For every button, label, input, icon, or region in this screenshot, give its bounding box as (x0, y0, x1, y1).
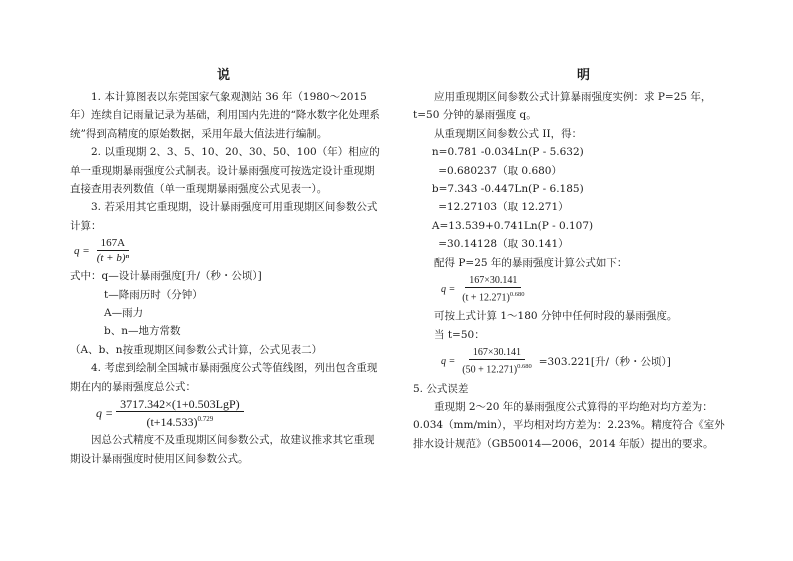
formula-usage: 可按上式计算 1～180 分钟中任何时段的暴雨强度。 (434, 310, 678, 323)
section-5-heading: 5. 公式误差 (413, 382, 469, 395)
formula-4-denominator: (50 + 12.271) (462, 364, 518, 376)
formula-intro: 配得 P=25 年的暴雨强度计算公式如下： (434, 256, 628, 269)
para-5: 因总公式精度不及重现期区间参数公式，故建议推求其它重现期设计暴雨强度时使用区间参数公式。 (70, 434, 375, 465)
formula-3-fraction (458, 274, 528, 305)
formula-2-lhs: q = (96, 406, 114, 421)
formula-4-fraction (458, 346, 535, 377)
calc-n-value: =0.680237（取 0.680） (438, 164, 562, 177)
formula-3-numerator: 167×30.141 (465, 274, 521, 288)
formula-2-exponent: 0.729 (197, 415, 214, 424)
formula-3-lhs: q = (441, 283, 456, 295)
calc-b: b=7.343 -0.447Ln(P - 6.185) (431, 183, 584, 196)
formula-2-denominator-wrap (142, 412, 217, 429)
formula-1 (74, 237, 382, 265)
formula-4-denominator-wrap (458, 360, 535, 377)
calc-a: A=13.539+0.741Ln(P - 0.107) (431, 219, 594, 232)
formula-1-lhs: q = (74, 245, 90, 258)
example-step: 从重现期区间参数公式 II，得： (434, 127, 583, 140)
left-column (70, 88, 382, 468)
title-left: 说 (217, 68, 232, 83)
when-t: 当 t=50： (434, 328, 485, 341)
formula-1-fraction (93, 237, 133, 265)
legend-a: A—雨力 (104, 307, 144, 320)
formula-4 (441, 346, 725, 377)
calc-b-value: =12.27103（取 12.271） (438, 201, 569, 214)
para-2: 2. 以重现期 2、3、5、10、20、30、50、100（年）相应的单一重现期暴雨强度公式制表。设计暴雨强度可按选定设计重现期直接查用表列数值（单一重现期暴雨强度公式见表一）。 (70, 146, 380, 196)
formula-2-fraction (116, 398, 244, 429)
title-right: 明 (577, 68, 592, 83)
formula-4-exponent: 0.680 (517, 363, 532, 371)
para-3: 3. 若采用其它重现期，设计暴雨强度可用重现期区间参数公式计算： (70, 201, 378, 232)
formula-2-denominator: (t+14.533) (146, 415, 198, 430)
para-4: 4. 考虑到绘制全国城市暴雨强度公式等值线图，列出包含重现期在内的暴雨强度总公式： (70, 362, 378, 393)
formula-2-numerator: 3717.342×(1+0.503LgP) (116, 398, 244, 412)
formula-1-denominator: (t + b)ⁿ (96, 252, 129, 265)
calc-a-value: =30.14128（取 30.141） (438, 238, 569, 251)
legend-bn: b、n—地方常数 (104, 325, 181, 338)
formula-3-exponent: 0.680 (509, 291, 525, 299)
section-5-body: 重现期 2～20 年的暴雨强度公式算得的平均绝对均方差为：0.034（mm/min），平均相对均方差为：2.23%。精度符合《室外排水设计规范》（GB50014—2006，2014 年版）提出的要求。 (413, 400, 725, 450)
legend-q: 式中：q—设计暴雨强度[升/（秒・公顷）] (70, 270, 262, 283)
formula-4-lhs: q = (441, 355, 456, 367)
formula-4-numerator: 167×30.141 (469, 346, 525, 360)
formula-3 (441, 274, 725, 305)
para-1: 1. 本计算图表以东莞国家气象观测站 36 年（1980～2015 年）连续自记雨量记录为基础，利用国内先进的“降水数字化处理系统”得到高精度的原始数据，采用年最大值法进行编制。 (70, 91, 380, 140)
legend-note: （A、b、n按重现期区间参数公式计算，公式见表二） (70, 343, 323, 356)
formula-4-result: =303.221[升/（秒・公顷）] (538, 355, 671, 368)
example-intro: 应用重现期区间参数公式计算暴雨强度实例：求 P=25 年，t=50 分钟的暴雨强度 q。 (413, 91, 712, 122)
calc-n: n=0.781 -0.034Ln(P - 5.632) (431, 146, 584, 159)
formula-1-numerator: 167A (97, 237, 129, 251)
formula-3-denominator: (t + 12.271) (462, 292, 510, 304)
legend-t: t—降雨历时（分钟） (104, 288, 203, 301)
formula-3-denominator-wrap (458, 288, 528, 305)
formula-2 (96, 398, 382, 429)
right-column (413, 88, 725, 453)
